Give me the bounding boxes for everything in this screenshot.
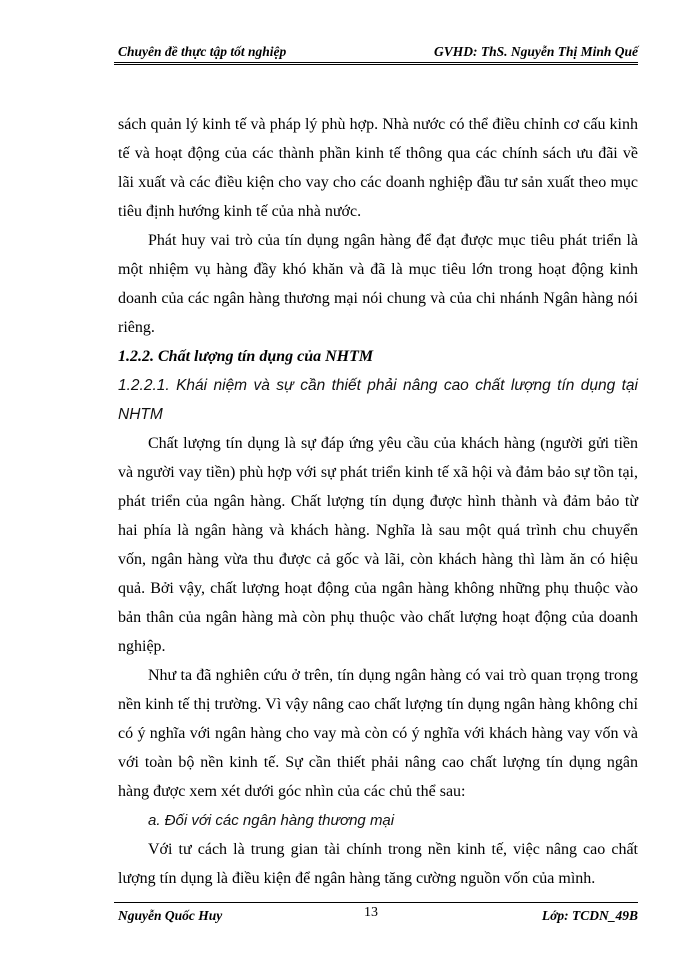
- footer-author: Nguyễn Quốc Huy: [118, 908, 223, 923]
- paragraph-3: Chất lượng tín dụng là sự đáp ứng yêu cầu của khách hàng (người gửi tiền và người vay tiền) phù hợp với sự phát triển kinh tế xã hội và đảm bảo sự tồn tại, phát triển của ngân hàng. Chất lượng tín dụng được hình thành và đảm bảo từ hai phía là ngân hàng và khách hàng. Nghĩa là sau một quá trình chu chuyển vốn, ngân hàng vừa thu được cả gốc và lãi, còn khách hàng thì làm ăn có hiệu quả. Bởi vậy, chất lượng hoạt động của ngân hàng không những phụ thuộc vào bản thân của ngân hàng mà còn phụ thuộc vào chất lượng hoạt động của doanh nghiệp.: [118, 435, 638, 655]
- paragraph-5: Với tư cách là trung gian tài chính trong nền kinh tế, việc nâng cao chất lượng tín dụng là điều kiện để ngân hàng tăng cường nguồn vốn của mình.: [118, 841, 638, 887]
- footer-divider: [114, 902, 638, 903]
- paragraph-1: sách quản lý kinh tế và pháp lý phù hợp. Nhà nước có thể điều chỉnh cơ cấu kinh tế và hoạt động của các thành phần kinh tế thông qua các chính sách ưu đãi về lãi xuất và các điều kiện cho vay cho các doanh nghiệp đầu tư sản xuất theo mục tiêu định hướng kinh tế của nhà nước.: [118, 116, 638, 220]
- header-divider: [114, 62, 638, 65]
- page-number: 13: [364, 905, 378, 920]
- footer-class: Lớp: TCDN_49B: [541, 908, 638, 923]
- subsection-heading-1-2-2-1: 1.2.2.1. Khái niệm và sự cần thiết phải nâng cao chất lượng tín dụng tại NHTM: [118, 377, 638, 423]
- paragraph-4: Như ta đã nghiên cứu ở trên, tín dụng ngân hàng có vai trò quan trọng trong nền kinh tế thị trường. Vì vậy nâng cao chất lượng tín dụng ngân hàng không chỉ có ý nghĩa với ngân hàng cho vay mà còn có ý nghĩa với khách hàng vay vốn và với toàn bộ nền kinh tế. Sự cần thiết phải nâng cao chất lượng tín dụng ngân hàng được xem xét dưới góc nhìn của các chủ thể sau:: [118, 667, 638, 800]
- page-header: [118, 38, 638, 60]
- section-heading-1-2-2: 1.2.2. Chất lượng tín dụng của NHTM: [118, 348, 374, 365]
- paragraph-2: Phát huy vai trò của tín dụng ngân hàng để đạt được mục tiêu phát triển là một nhiệm vụ hàng đầy khó khăn và đã là mục tiêu lớn trong hoạt động kinh doanh của các ngân hàng thương mại nói chung và của chi nhánh Ngân hàng nói riêng.: [118, 232, 638, 336]
- header-title: Chuyên đề thực tập tốt nghiệp: [118, 44, 287, 59]
- page-content: [118, 110, 638, 893]
- page-footer: [118, 905, 638, 927]
- header-supervisor: GVHD: ThS. Nguyễn Thị Minh Quế: [433, 44, 638, 59]
- subheading-a: a. Đối với các ngân hàng thương mại: [148, 812, 395, 829]
